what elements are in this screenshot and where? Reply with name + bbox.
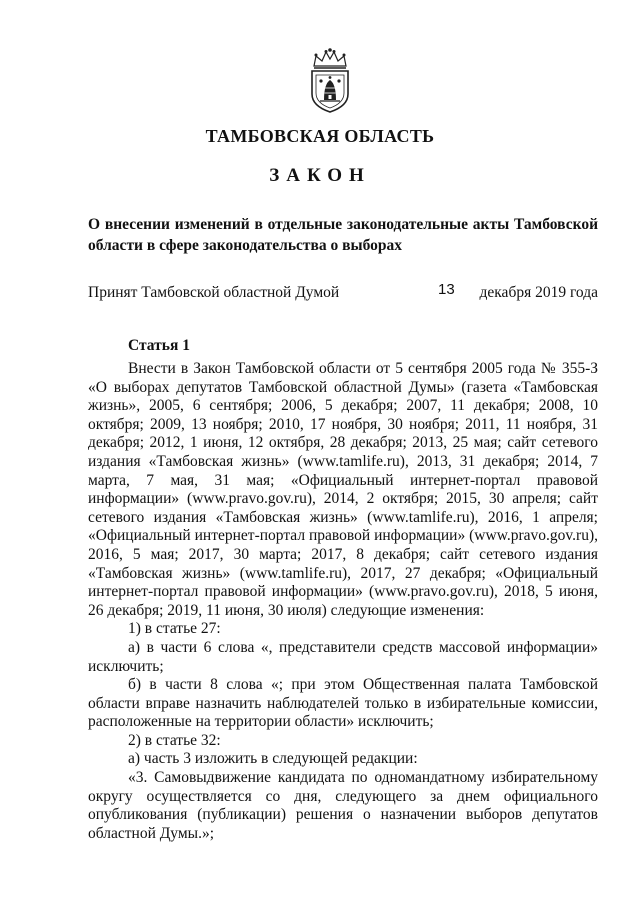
article-body (88, 360, 598, 843)
paragraph: б) в части 8 слова «; при этом Общественная палата Тамбовской области вправе назначить наблюдателей только в избирательные комиссии, расположенные на территории области» исключить; (88, 676, 598, 731)
adoption-month-year: декабря 2019 года (479, 284, 598, 301)
paragraph: 1) в статье 27: (128, 620, 221, 638)
paragraph: а) часть 3 изложить в следующей редакции: (128, 750, 418, 768)
adoption-line (88, 281, 598, 306)
paragraph: 2) в статье 32: (128, 731, 221, 749)
adoption-label: Принят Тамбовской областной Думой (88, 284, 340, 301)
paragraph: Внести в Закон Тамбовской области от 5 сентября 2005 года № 355-З «О выборах депутатов Тамбовской областной Думы» (газета «Тамбовская жизнь», 2005, 6 сентября; 2006, 5 декабря; 2007, 11 декабря; 2008, 10 октября; 2009, 13 ноября; 2010, 17 ноября, 30 ноября; 2011, 11 ноября, 31 декабря; 2012, 1 июня, 12 октября, 28 декабря; 2013, 25 мая; сайт сетевого издания «Тамбовская жизнь» (www.tamlife.ru), 2013, 31 декабря; 2014, 7 марта, 7 мая, 31 мая; «Официальный интернет-портал правовой информации» (www.pravo.gov.ru), 2014, 2 октября; 2015, 30 апреля; сайт сетевого издания «Тамбовская жизнь» (www.tamlife.ru), 2016, 1 апреля; «Официальный интернет-портал правовой информации» (www.pravo.gov.ru), 2016, 5 мая; 2017, 30 марта; 2017, 8 декабря; сайт сетевого издания «Тамбовская жизнь» (www.tamlife.ru), 2017, 27 декабря; «Официальный интернет-портал правовой информации» (www.pravo.gov.ru), 2018, 5 июня, 26 декабря; 2019, 11 июня, 30 июля) следующие изменения: (88, 360, 598, 619)
adoption-day: 13 (438, 281, 455, 298)
article-heading: Статья 1 (128, 337, 190, 354)
paragraph: «3. Самовыдвижение кандидата по одномандатному избирательному округу осуществляется со дня, следующего за днем официального опубликования (публикации) решения о назначении выборов депутатов областной Думы.»; (88, 769, 598, 842)
paragraph: а) в части 6 слова «, представители средств массовой информации» исключить; (88, 638, 598, 675)
document-type-title: ЗАКОН (269, 165, 371, 186)
coat-of-arms-icon (304, 48, 356, 114)
law-subject: О внесении изменений в отдельные законодательные акты Тамбовской области в сфере законодательства о выборах (88, 216, 598, 254)
region-title: ТАМБОВСКАЯ ОБЛАСТЬ (205, 126, 435, 146)
